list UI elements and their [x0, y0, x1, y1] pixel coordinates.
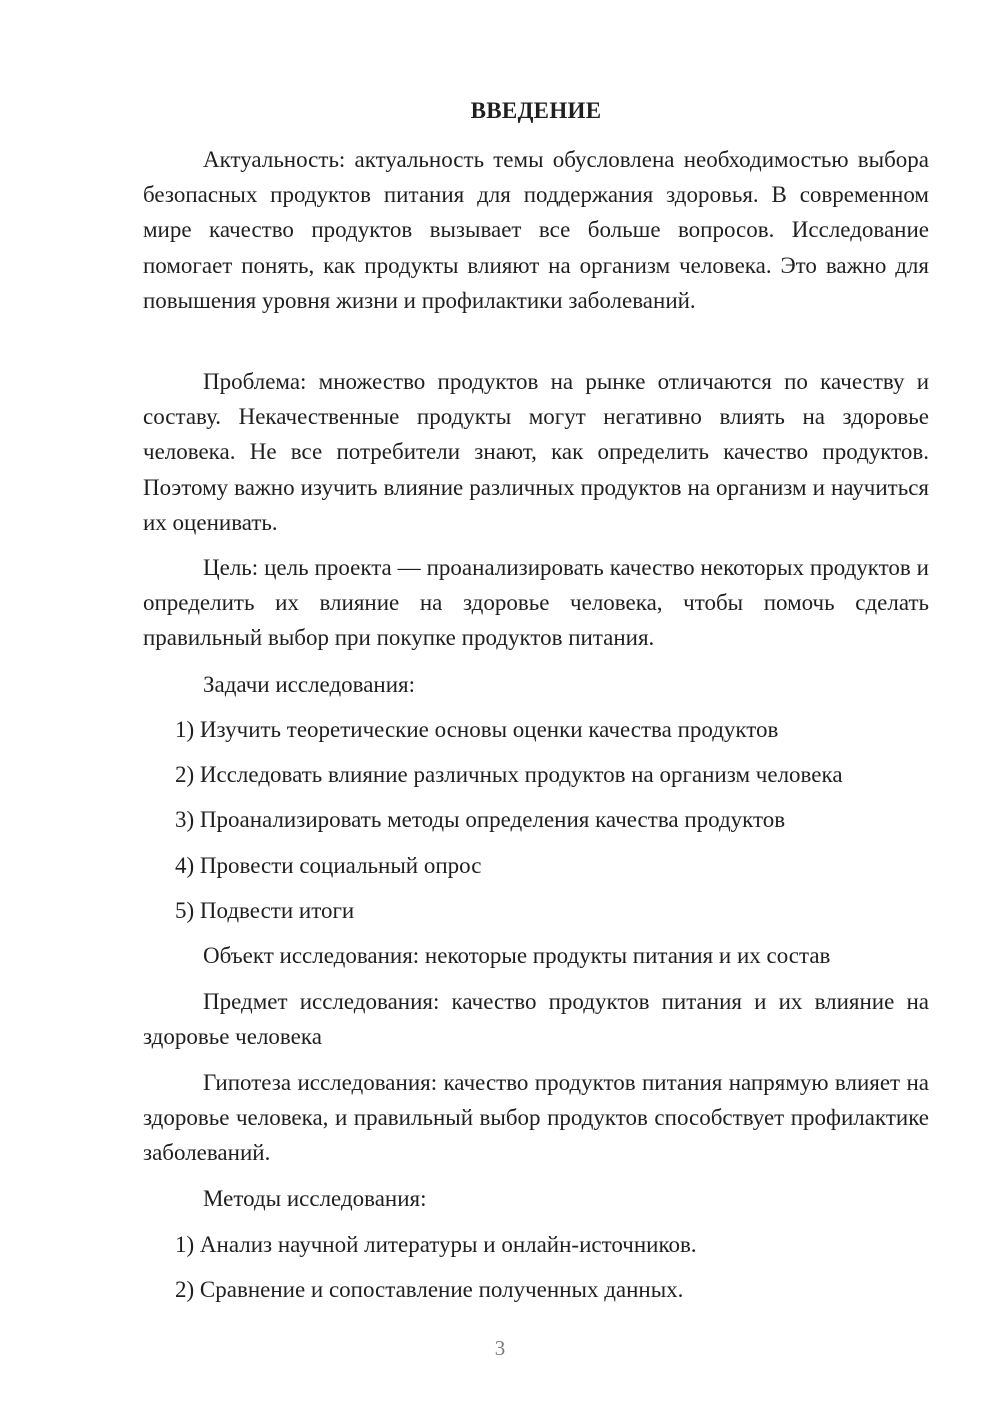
method-item: 2) Сравнение и сопоставление полученных данных. [175, 1277, 684, 1302]
tasks-heading: Задачи исследования: [203, 672, 416, 697]
methods-heading: Методы исследования: [203, 1186, 427, 1211]
task-item: 4) Провести социальный опрос [175, 853, 482, 878]
task-item: 5) Подвести итоги [175, 898, 355, 923]
page-title: ВВЕДЕНИЕ [470, 98, 602, 123]
method-item: 1) Анализ научной литературы и онлайн-источников. [175, 1232, 697, 1257]
object-line: Объект исследования: некоторые продукты питания и их состав [203, 943, 831, 968]
problem-paragraph: Проблема: множество продуктов на рынке отличаются по качеству и составу. Некачественные продукты могут негативно влиять на здоровье человека. Не все потребители знают, как определить качество продуктов. Поэтому важно изучить влияние различных продуктов на организм и научиться их оценивать. [143, 369, 929, 535]
page-number: 3 [494, 1336, 506, 1360]
subject-paragraph: Предмет исследования: качество продуктов питания и их влияние на здоровье человека [143, 989, 929, 1050]
relevance-paragraph: Актуальность: актуальность темы обусловлена необходимостью выбора безопасных продуктов питания для поддержания здоровья. В современном мире качество продуктов вызывает все больше вопросов. Исследование помогает понять, как продукты влияют на организм человека. Это важно для повышения уровня жизни и профилактики заболеваний. [143, 147, 929, 313]
task-item: 2) Исследовать влияние различных продуктов на организм человека [175, 762, 843, 787]
hypothesis-paragraph: Гипотеза исследования: качество продуктов питания напрямую влияет на здоровье человека, и правильный выбор продуктов способствует профилактике заболеваний. [143, 1070, 929, 1166]
task-item: 1) Изучить теоретические основы оценки качества продуктов [175, 717, 779, 742]
task-item: 3) Проанализировать методы определения качества продуктов [175, 807, 786, 832]
goal-paragraph: Цель: цель проекта — проанализировать качество некоторых продуктов и определить их влияние на здоровье человека, чтобы помочь сделать правильный выбор при покупке продуктов питания. [143, 555, 929, 651]
